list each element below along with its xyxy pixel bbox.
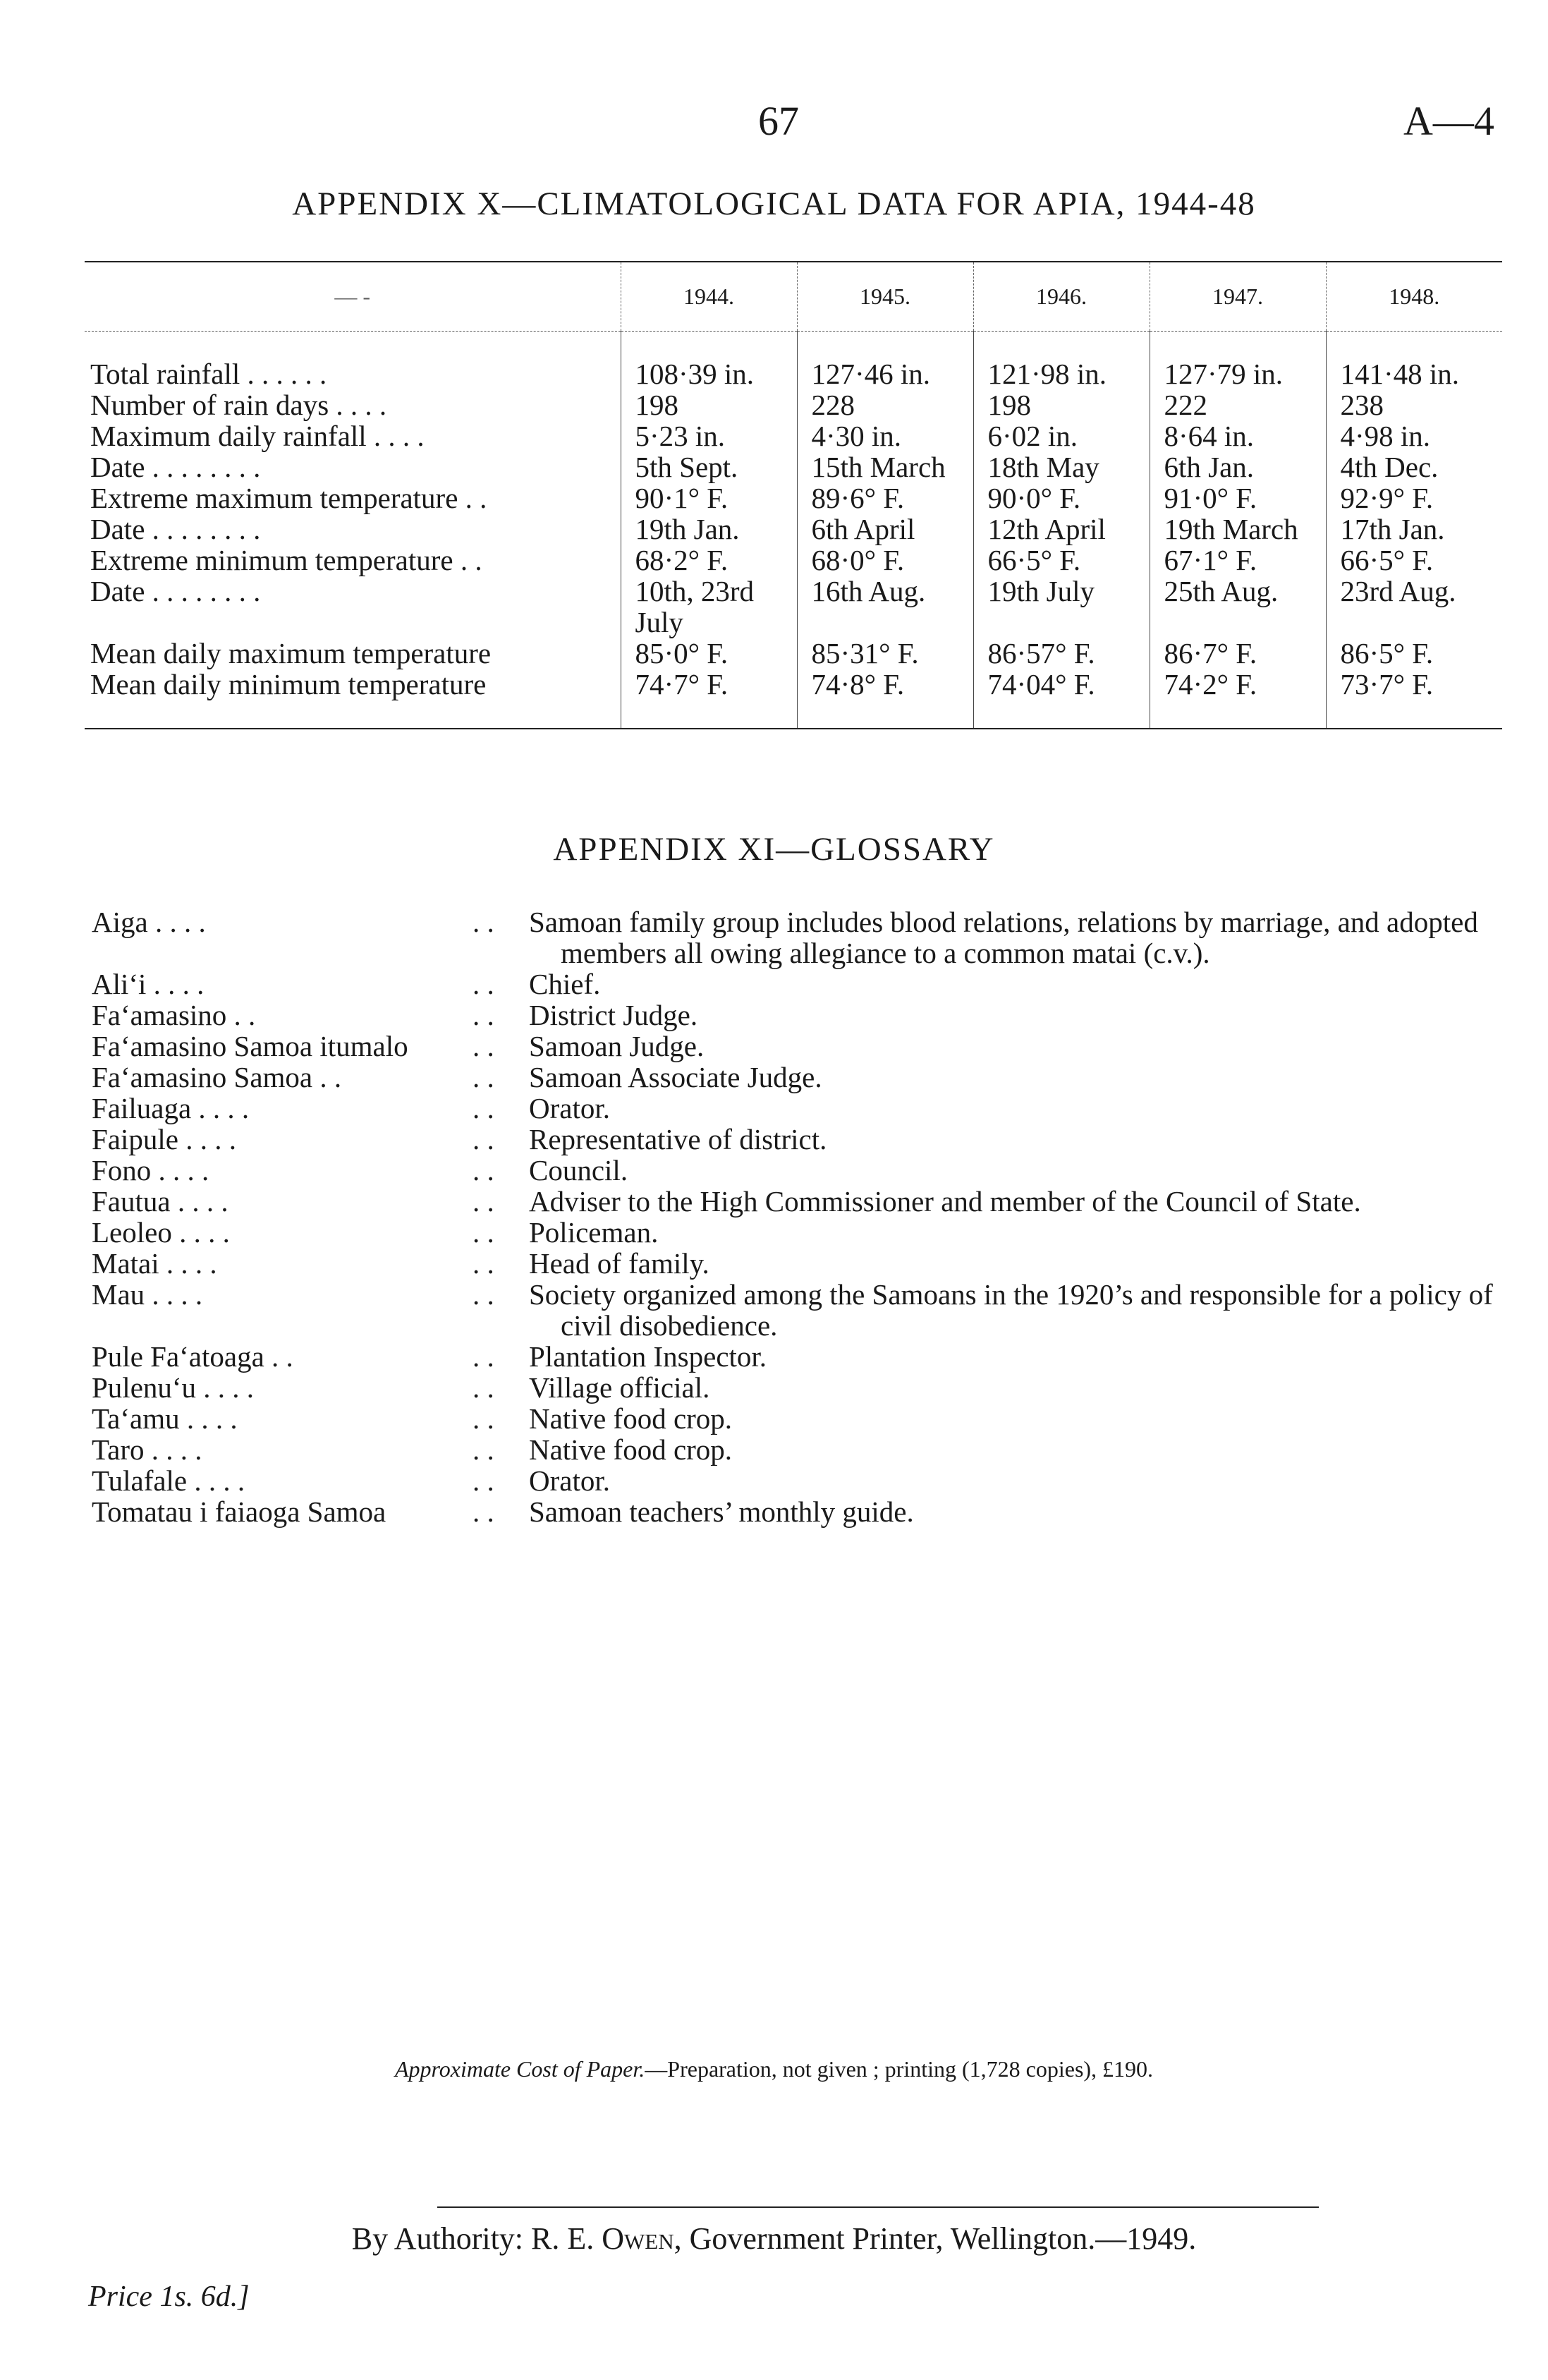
row-label: Mean daily maximum temperature (90, 637, 492, 669)
table-row (85, 420, 1502, 451)
table-cell: 228 (797, 389, 973, 420)
table-row (85, 545, 1502, 576)
glossary-definition: Adviser to the High Commissioner and member of the Council of State. (529, 1185, 1361, 1218)
appendix-xi-title: APPENDIX XI—GLOSSARY (553, 831, 995, 868)
glossary-term: Fa‘amasino Samoa itumalo (92, 1030, 408, 1062)
table-cell: 127·46 in. (797, 332, 973, 390)
glossary-definition: Plantation Inspector. (529, 1340, 767, 1373)
table-cell: 85·0° F. (621, 638, 797, 669)
authority-suffix: , Government Printer, Wellington.—1949. (674, 2221, 1197, 2256)
table-cell: 4·98 in. (1326, 420, 1502, 451)
table-cell: 198 (973, 389, 1150, 420)
page-number: 67 (758, 98, 799, 144)
leader-dots: . . (473, 1030, 494, 1062)
table-cell: 15th March (797, 451, 973, 482)
row-label: Extreme minimum temperature . . (90, 544, 482, 576)
table-cell: 91·0° F. (1150, 482, 1326, 514)
glossary-term: Fautua . . . . (92, 1185, 228, 1218)
glossary-definition: Samoan family group includes blood relations, relations by marriage, and adopted members all owing allegiance to a common matai (c.v.). (529, 906, 1478, 969)
printer-name: R. E. Owen (531, 2221, 674, 2256)
table-corner-mark: — - (85, 262, 621, 332)
glossary-entry (92, 1434, 1516, 1465)
row-label: Date . . . . . . . . (90, 451, 261, 483)
glossary-definition: Policeman. (529, 1216, 659, 1249)
leader-dots: . . (473, 1123, 494, 1155)
glossary-definition: Head of family. (529, 1247, 709, 1280)
glossary-entry (92, 1403, 1516, 1434)
table-cell: 222 (1150, 389, 1326, 420)
table-cell: 19th July (973, 576, 1150, 638)
table-cell: 23rd Aug. (1326, 576, 1502, 638)
table-cell: 19th Jan. (621, 514, 797, 545)
leader-dots: . . (473, 1371, 494, 1404)
glossary-term: Taro . . . . (92, 1433, 202, 1466)
footer-rule (437, 2206, 1319, 2208)
glossary-entry (92, 906, 1516, 969)
glossary-entry (92, 1062, 1516, 1093)
glossary-definition: Samoan Associate Judge. (529, 1061, 822, 1093)
leader-dots: . . (473, 999, 494, 1031)
glossary-definition: Representative of district. (529, 1123, 827, 1155)
table-row (85, 576, 1502, 638)
glossary-entry (92, 1217, 1516, 1248)
table-cell: 127·79 in. (1150, 332, 1326, 390)
glossary-entry (92, 1248, 1516, 1279)
glossary-definition: Chief. (529, 968, 601, 1000)
glossary-term: Matai . . . . (92, 1247, 217, 1280)
table-cell: 6th April (797, 514, 973, 545)
appendix-x-title: APPENDIX X—CLIMATOLOGICAL DATA FOR APIA, 1944-48 (292, 186, 1256, 222)
row-label: Total rainfall . . . . . . (90, 358, 327, 390)
glossary-entry (92, 1000, 1516, 1031)
glossary-entry (92, 1124, 1516, 1155)
leader-dots: . . (473, 1216, 494, 1249)
glossary-definition: Native food crop. (529, 1433, 733, 1466)
glossary-definition: Village official. (529, 1371, 710, 1404)
table-cell: 86·7° F. (1150, 638, 1326, 669)
table-cell: 238 (1326, 389, 1502, 420)
table-cell: 92·9° F. (1326, 482, 1502, 514)
glossary-term: Fa‘amasino Samoa . . (92, 1061, 342, 1093)
glossary-term: Failuaga . . . . (92, 1092, 250, 1124)
year-header: 1944. (621, 262, 797, 332)
leader-dots: . . (473, 1092, 494, 1124)
glossary-term: Tomatau i faiaoga Samoa (92, 1495, 386, 1528)
table-cell: 90·0° F. (973, 482, 1150, 514)
leader-dots: . . (473, 1061, 494, 1093)
glossary-entry (92, 1031, 1516, 1062)
cost-note (0, 2056, 1548, 2082)
glossary-entry (92, 1372, 1516, 1403)
printer-imprint (0, 2221, 1548, 2257)
table-row (85, 451, 1502, 482)
glossary-term: Mau . . . . (92, 1278, 203, 1311)
glossary-entry (92, 1496, 1516, 1527)
cost-label: Approximate Cost of Paper. (394, 2056, 645, 2082)
glossary-term: Tulafale . . . . (92, 1464, 245, 1497)
glossary-term: Leoleo . . . . (92, 1216, 230, 1249)
glossary-definition: Samoan teachers’ monthly guide. (529, 1495, 914, 1528)
table-cell: 6·02 in. (973, 420, 1150, 451)
table-cell: 86·57° F. (973, 638, 1150, 669)
table-row (85, 482, 1502, 514)
document-reference: A—4 (1403, 98, 1494, 144)
glossary-term: Pulenu‘u . . . . (92, 1371, 255, 1404)
table-cell: 108·39 in. (621, 332, 797, 390)
glossary-definition: Native food crop. (529, 1402, 733, 1435)
glossary-definition: Orator. (529, 1092, 610, 1124)
year-header: 1945. (797, 262, 973, 332)
table-cell: 66·5° F. (973, 545, 1150, 576)
authority-prefix: By Authority: (351, 2221, 524, 2256)
leader-dots: . . (473, 1464, 494, 1497)
table-cell: 89·6° F. (797, 482, 973, 514)
glossary-definition: District Judge. (529, 999, 698, 1031)
row-label: Maximum daily rainfall . . . . (90, 420, 425, 452)
table-cell: 16th Aug. (797, 576, 973, 638)
table-header-row (85, 262, 1502, 332)
table-cell: 74·8° F. (797, 669, 973, 729)
glossary-term: Fono . . . . (92, 1154, 209, 1186)
glossary-term: Pule Fa‘atoaga . . (92, 1340, 293, 1373)
glossary-definition: Council. (529, 1154, 628, 1186)
table-cell: 17th Jan. (1326, 514, 1502, 545)
leader-dots: . . (473, 1247, 494, 1280)
table-cell: 5·23 in. (621, 420, 797, 451)
table-cell: 25th Aug. (1150, 576, 1326, 638)
glossary-definition: Samoan Judge. (529, 1030, 705, 1062)
table-cell: 68·2° F. (621, 545, 797, 576)
row-label: Mean daily minimum temperature (85, 669, 621, 729)
table-cell: 10th, 23rd July (621, 576, 797, 638)
table-cell: 5th Sept. (621, 451, 797, 482)
table-cell: 86·5° F. (1326, 638, 1502, 669)
glossary-entry (92, 1279, 1516, 1341)
table-cell: 90·1° F. (621, 482, 797, 514)
cost-text: —Preparation, not given ; printing (1,728 copies), £190. (645, 2056, 1154, 2082)
leader-dots: . . (473, 1495, 494, 1528)
price-note: Price 1s. 6d.] (88, 2281, 250, 2313)
leader-dots: . . (473, 1340, 494, 1373)
glossary-term: Fa‘amasino . . (92, 999, 256, 1031)
glossary-term: Faipule . . . . (92, 1123, 236, 1155)
row-label: Date . . . . . . . . (90, 513, 261, 545)
leader-dots: . . (473, 1278, 494, 1311)
table-cell: 85·31° F. (797, 638, 973, 669)
table-row (85, 332, 1502, 390)
glossary-list (92, 906, 1516, 1527)
year-header: 1947. (1150, 262, 1326, 332)
table-cell: 68·0° F. (797, 545, 973, 576)
glossary-entry (92, 969, 1516, 1000)
year-header: 1948. (1326, 262, 1502, 332)
leader-dots: . . (473, 1185, 494, 1218)
glossary-definition: Orator. (529, 1464, 610, 1497)
table-cell: 74·04° F. (973, 669, 1150, 729)
table-cell: 74·2° F. (1150, 669, 1326, 729)
table-cell: 12th April (973, 514, 1150, 545)
leader-dots: . . (473, 1402, 494, 1435)
glossary-entry (92, 1341, 1516, 1372)
table-cell: 19th March (1150, 514, 1326, 545)
glossary-definition: Society organized among the Samoans in the 1920’s and responsible for a policy of civil disobedience. (529, 1278, 1493, 1342)
row-label: Number of rain days . . . . (90, 389, 387, 421)
glossary-entry (92, 1155, 1516, 1186)
glossary-entry (92, 1093, 1516, 1124)
leader-dots: . . (473, 968, 494, 1000)
table-cell: 198 (621, 389, 797, 420)
glossary-entry (92, 1465, 1516, 1496)
table-cell: 67·1° F. (1150, 545, 1326, 576)
table-cell: 73·7° F. (1326, 669, 1502, 729)
leader-dots: . . (473, 1433, 494, 1466)
climatological-table (85, 261, 1502, 729)
table-cell: 18th May (973, 451, 1150, 482)
table-cell: 74·7° F. (621, 669, 797, 729)
leader-dots: . . (473, 906, 494, 938)
table-row (85, 514, 1502, 545)
table-cell: 8·64 in. (1150, 420, 1326, 451)
glossary-term: Ali‘i . . . . (92, 968, 205, 1000)
table-row (85, 638, 1502, 669)
glossary-term: Ta‘amu . . . . (92, 1402, 238, 1435)
year-header: 1946. (973, 262, 1150, 332)
table-cell: 66·5° F. (1326, 545, 1502, 576)
table-cell: 4th Dec. (1326, 451, 1502, 482)
row-label: Date . . . . . . . . (90, 575, 261, 607)
table-cell: 4·30 in. (797, 420, 973, 451)
table-cell: 6th Jan. (1150, 451, 1326, 482)
table-cell: 121·98 in. (973, 332, 1150, 390)
row-label: Extreme maximum temperature . . (90, 482, 487, 514)
table-row (85, 389, 1502, 420)
leader-dots: . . (473, 1154, 494, 1186)
glossary-term: Aiga . . . . (92, 906, 206, 938)
table-cell: 141·48 in. (1326, 332, 1502, 390)
table-row (85, 669, 1502, 729)
glossary-entry (92, 1186, 1516, 1217)
